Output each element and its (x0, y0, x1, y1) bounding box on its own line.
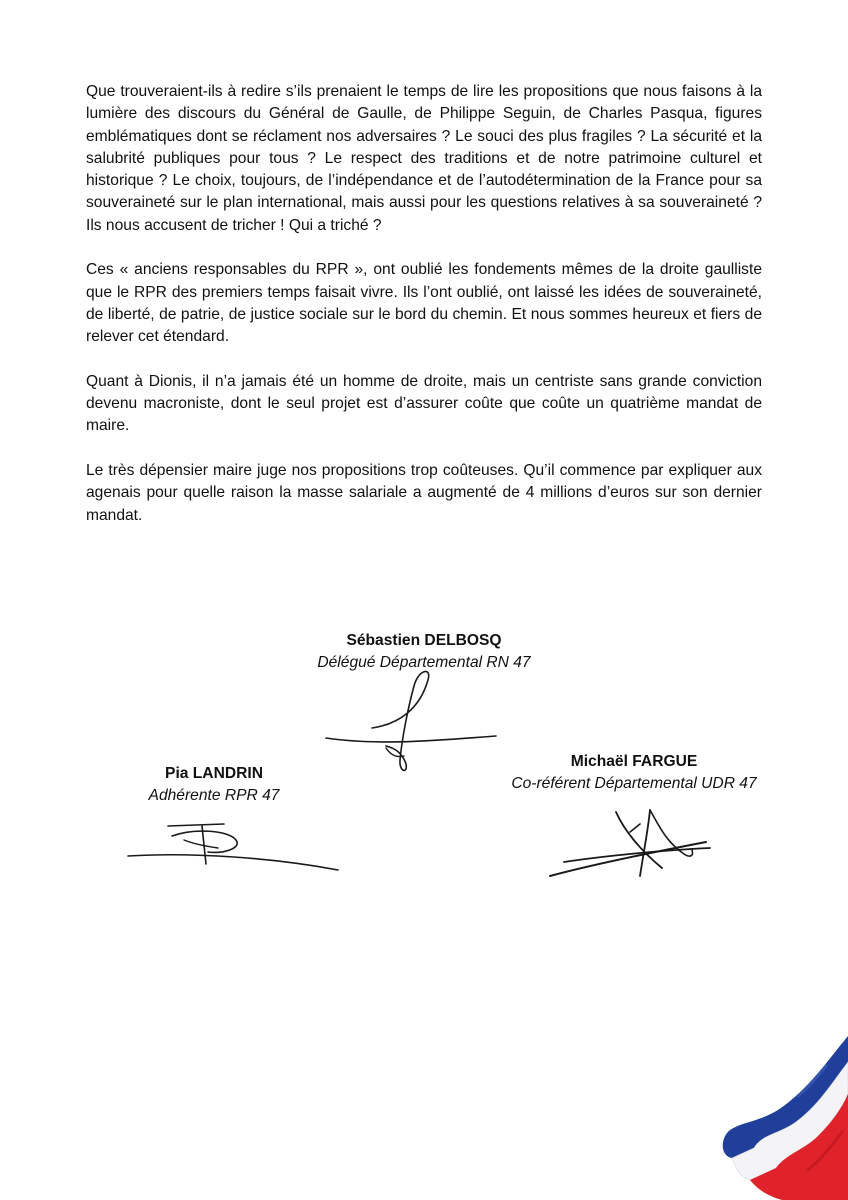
signatory-role: Adhérente RPR 47 (148, 787, 280, 804)
paragraph-1: Que trouveraient-ils à redire s’ils prenaient le temps de lire les propositions que nous faisons à la lumière des discours du Général de Gaulle, de Philippe Seguin, de Charles Pasqua, figures emblématiques dont se réclament nos adversaires ? Le souci des plus fragiles ? La sécurité et la salubrité publiques pour tous ? Le respect des traditions et de notre patrimoine culturel et historique ? Le choix, toujours, de l’indépendance et de l’autodétermination de la France pour sa souveraineté sur le plan international, mais aussi pour les questions relatives à sa souveraineté ? Ils nous accusent de tricher ! Qui a triché ? (86, 83, 762, 234)
french-flag-ribbon-decoration (658, 1030, 848, 1200)
signatory-name: Pia LANDRIN (165, 765, 263, 782)
signature-fargue (544, 806, 716, 882)
letter-body (86, 81, 762, 549)
signature-delbosq (320, 668, 510, 780)
signatory-name: Michaël FARGUE (570, 753, 698, 770)
paragraph-4: Le très dépensier maire juge nos propositions trop coûteuses. Qu’il commence par expliquer aux agenais pour quelle raison la masse salariale a augmenté de 4 millions d’euros sur son dernier mandat. (86, 462, 762, 524)
signatory-role: Co-référent Départemental UDR 47 (511, 775, 757, 792)
paragraph-2: Ces « anciens responsables du RPR », ont oublié les fondements mêmes de la droite gaulliste que le RPR des premiers temps faisait vivre. Ils l’ont oublié, ont laissé les idées de souveraineté, de liberté, de patrie, de justice sociale sur le bord du chemin. Et nous sommes heureux et fiers de relever cet étendard. (86, 261, 762, 346)
signatory-role: Délégué Départemental RN 47 (317, 654, 531, 671)
signature-landrin (124, 818, 344, 876)
signatory-name: Sébastien DELBOSQ (346, 632, 502, 649)
signature-block-landrin (94, 763, 334, 807)
signature-block-fargue (484, 751, 784, 795)
paragraph-3: Quant à Dionis, il n’a jamais été un homme de droite, mais un centriste sans grande conviction devenu macroniste, dont le seul projet est d’assurer coûte que coûte un quatrième mandat de maire. (86, 372, 762, 435)
